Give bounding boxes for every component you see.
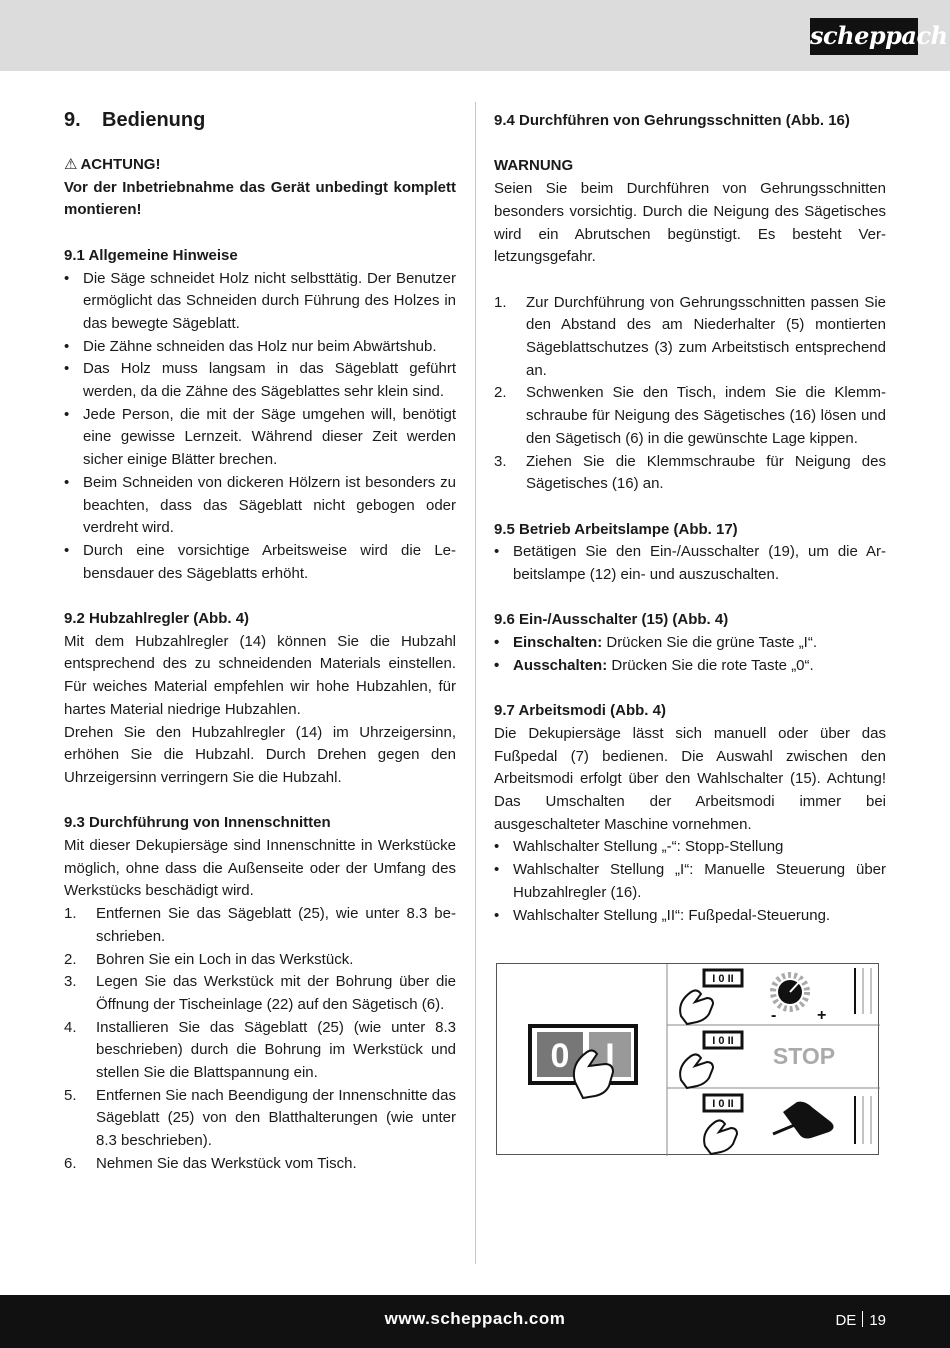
paragraph: Drehen Sie den Hubzahlregler (14) im Uhrzeigersinn, erhöhen Sie die Hubzahl. Durch Drehen gegen den Uhrzeigersinn verringern Sie die Hubzahl. bbox=[64, 723, 456, 786]
list-item: • Beim Schneiden von dickeren Hölzern ist besonders zu beachten, dass das Sägeblatt nicht gebogen oder verdreht wird. bbox=[64, 472, 456, 540]
step-item: 2. Schwenken Sie den Tisch, indem Sie die Klemmschraube für Neigung des Sägetisches (16) lösen und den Sägetisch (6) in die gewünschte Lage kippen. bbox=[494, 384, 886, 447]
subsection-title-9-7: 9.7 Arbeitsmodi (Abb. 4) bbox=[494, 702, 666, 720]
general-notes-list bbox=[64, 268, 456, 586]
list-item: • Einschalten: Drücken Sie die grüne Taste „I“. bbox=[494, 632, 886, 655]
column-divider bbox=[475, 102, 476, 1264]
list-item: • Betätigen Sie den Ein-/Ausschalter (19), um die Arbeitslampe (12) ein- und auszuschalten. bbox=[494, 541, 886, 586]
svg-text:I 0 II: I 0 II bbox=[712, 973, 734, 985]
paragraph: Mit dieser Dekupiersäge sind Innenschnitte in Werkstücke möglich, ohne dass die Außenseite oder der Umfang des Werkstücks beschädigt wird. bbox=[64, 837, 456, 900]
paragraph: Mit dem Hubzahlregler (14) können Sie die Hubzahl entsprechend des zu schneidenden Materials einstellen. Für weiches Material empfehlen wir hohe Hubzahlen, für hartes Material niedrige Hubzahlen. bbox=[64, 632, 456, 718]
selector-switch-icon bbox=[680, 970, 742, 1024]
main-switch-icon bbox=[530, 1026, 636, 1098]
brand-logo: scheppach bbox=[810, 18, 918, 55]
list-item: • Wahlschalter Stellung „-“: Stopp-Stellung bbox=[494, 836, 886, 859]
subsection-title-9-1: 9.1 Allgemeine Hinweise bbox=[64, 246, 238, 264]
step-item: 6. Nehmen Sie das Werkstück vom Tisch. bbox=[64, 1154, 357, 1172]
operating-modes-figure bbox=[496, 963, 879, 1155]
svg-text:I 0 II: I 0 II bbox=[712, 1035, 734, 1047]
right-column bbox=[494, 110, 886, 927]
warning-text: Seien Sie beim Durchführen von Gehrungsschnitten besonders vorsichtig. Durch die Neigung des Sägetisches wird ein Abrutschen begünstigt. Es besteht Verletzungsgefahr. bbox=[494, 180, 886, 266]
list-item: • Das Holz muss langsam in das Sägeblatt geführt werden, da die Zähne des Sägeblattes sehr klein sind. bbox=[64, 358, 456, 403]
step-item: 2. Bohren Sie ein Loch in das Werkstück. bbox=[64, 950, 354, 968]
footer-bar bbox=[0, 1295, 950, 1348]
page-indicator bbox=[835, 1311, 886, 1329]
page-number: 19 bbox=[869, 1312, 886, 1329]
selector-switch-icon bbox=[680, 1032, 742, 1088]
language-code: DE bbox=[835, 1312, 857, 1329]
svg-text:I 0 II: I 0 II bbox=[712, 1098, 734, 1110]
subsection-title-9-3: 9.3 Durchführung von Innenschnitten bbox=[64, 814, 331, 832]
header-bar bbox=[0, 0, 950, 71]
speed-knob-icon bbox=[771, 975, 826, 1024]
warning-text: Vor der Inbetriebnahme das Gerät unbedingt komplett montieren! bbox=[64, 178, 456, 219]
blade-hatching-icon bbox=[855, 1096, 871, 1144]
footer-url: www.scheppach.com bbox=[384, 1309, 566, 1328]
warning-triangle-icon: ⚠ bbox=[64, 156, 78, 173]
list-item: • Die Säge schneidet Holz nicht selbsttätig. Der Benutzer ermöglicht das Schneiden durch Führung des Holzes in das bewegte Sägeblatt. bbox=[64, 268, 456, 336]
selector-switch-icon bbox=[704, 1095, 742, 1154]
list-item: • Ausschalten: Drücken Sie die rote Taste „0“. bbox=[494, 655, 886, 678]
step-item: 1. Entfernen Sie das Sägeblatt (25), wie unter 8.3 beschrieben. bbox=[64, 905, 456, 945]
mode-list bbox=[494, 836, 886, 927]
step-item: 3. Ziehen Sie die Klemmschraube für Neigung des Sägetisches (16) an. bbox=[494, 452, 886, 493]
warning-label: WARNUNG bbox=[494, 157, 574, 175]
figure-illustration bbox=[497, 964, 880, 1156]
section-number: 9. bbox=[64, 109, 81, 131]
foot-pedal-icon bbox=[773, 1102, 834, 1139]
switch-list bbox=[494, 632, 886, 677]
svg-text:-: - bbox=[771, 1007, 777, 1024]
warning-label: ⚠ ACHTUNG! bbox=[64, 154, 456, 177]
list-item: • Durch eine vorsichtige Arbeitsweise wird die Lebensdauer des Sägeblatts erhöht. bbox=[64, 540, 456, 585]
step-item: 3. Legen Sie das Werkstück mit der Bohrung über die Öffnung der Tischeinlage (22) auf den Sägetisch (6). bbox=[64, 973, 456, 1013]
subsection-title-9-5: 9.5 Betrieb Arbeitslampe (Abb. 17) bbox=[494, 520, 738, 538]
blade-hatching-icon bbox=[855, 968, 871, 1014]
list-item: • Die Zähne schneiden das Holz nur beim Abwärtshub. bbox=[64, 336, 456, 359]
step-item: 4. Installieren Sie das Sägeblatt (25) (wie unter 8.3 beschrieben) durch die Bohrung im Werkstück und stellen Sie die Blattspannung ein. bbox=[64, 1018, 456, 1082]
list-item: • Jede Person, die mit der Säge umgehen will, benötigt eine gewisse Lernzeit. Während dieser Zeit werden sicher einige Blätter brechen. bbox=[64, 404, 456, 472]
section-heading: Bedienung bbox=[102, 109, 206, 131]
lamp-list bbox=[494, 541, 886, 586]
list-item: • Wahlschalter Stellung „I“: Manuelle Steuerung über Hubzahlregler (16). bbox=[494, 859, 886, 904]
left-column bbox=[64, 106, 456, 1176]
subsection-title-9-6: 9.6 Ein-/Ausschalter (15) (Abb. 4) bbox=[494, 611, 729, 629]
subsection-title-9-2: 9.2 Hubzahlregler (Abb. 4) bbox=[64, 610, 250, 628]
inner-cut-steps bbox=[64, 903, 456, 1175]
paragraph: Die Dekupiersäge lässt sich manuell oder über das Fußpedal (7) bedienen. Die Auswahl zwischen den Arbeitsmodi erfolgt über den Wahlschalter (15). Achtung! Das Umschalten der Arbeitsmodi immer bei ausgeschalteter Maschine vornehmen. bbox=[494, 724, 886, 833]
off-symbol: 0 bbox=[550, 1037, 570, 1075]
step-item: 1. Zur Durchführung von Gehrungsschnitten passen Sie den Abstand des am Niederhalter (5) montierten Sägeblattschutzes (3) zum Arbeitstisch entsprechend an. bbox=[494, 293, 886, 379]
step-item: 5. Entfernen Sie nach Beendigung der Innenschnitte das Sägeblatt (25) von den Blatthalterungen (wie unter 8.3 beschrieben). bbox=[64, 1086, 456, 1150]
subsection-title-9-4: 9.4 Durchführen von Gehrungsschnitten (Abb. 16) bbox=[494, 112, 850, 129]
list-item: • Wahlschalter Stellung „II“: Fußpedal-Steuerung. bbox=[494, 905, 886, 928]
miter-steps bbox=[494, 292, 886, 496]
svg-text:+: + bbox=[817, 1007, 827, 1024]
on-symbol: I bbox=[605, 1037, 615, 1075]
stop-label: STOP bbox=[772, 1043, 836, 1069]
section-title bbox=[64, 106, 456, 134]
